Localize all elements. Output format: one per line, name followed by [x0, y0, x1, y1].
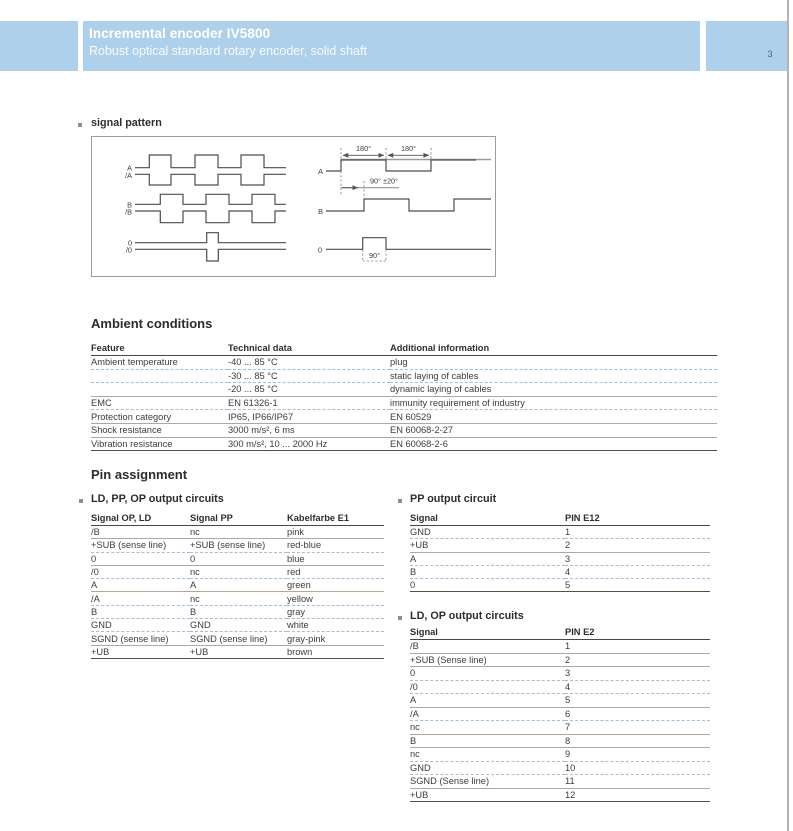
table-row — [410, 734, 710, 748]
label-zero-right: 0 — [317, 245, 322, 255]
label-zero-inv: /0 — [125, 245, 132, 255]
table-cell: +UB — [410, 788, 565, 802]
label-a: A — [127, 163, 132, 173]
table-cell: plug — [390, 356, 717, 370]
table-cell: GND — [190, 619, 287, 632]
table-cell: Ambient temperature — [91, 356, 228, 370]
square-bullet-icon — [398, 499, 402, 503]
table-cell: 12 — [565, 788, 710, 802]
column-header-technical-data: Technical data — [228, 341, 390, 356]
table-cell: 3 — [565, 667, 710, 681]
signal-pattern-heading: signal pattern — [91, 117, 162, 129]
header-band-page — [706, 21, 788, 71]
table-cell: GND — [91, 619, 190, 632]
table-row — [410, 552, 710, 565]
table-cell: 2 — [565, 539, 710, 552]
table-row — [91, 423, 717, 437]
table-cell: gray-pink — [287, 632, 384, 645]
table-cell: 3000 m/s², 6 ms — [228, 423, 390, 437]
square-bullet-icon — [78, 123, 82, 127]
waveform-zero-phase — [326, 238, 491, 250]
table-row — [410, 775, 710, 789]
table-cell: Vibration resistance — [91, 437, 228, 451]
table-cell: GND — [410, 761, 565, 775]
table-cell: red-blue — [287, 539, 384, 552]
table-cell: A — [410, 552, 565, 565]
table-header-row — [91, 341, 717, 356]
table-cell: EN 60068-2-6 — [390, 437, 717, 451]
column-header-signal: Signal — [410, 624, 565, 640]
table-cell: SGND (sense line) — [190, 632, 287, 645]
table-cell: static laying of cables — [390, 369, 717, 383]
table-cell: nc — [190, 526, 287, 539]
table-row — [91, 539, 384, 552]
table-cell: IP65, IP66/IP67 — [228, 410, 390, 424]
table-cell: Shock resistance — [91, 423, 228, 437]
table-cell: B — [91, 605, 190, 618]
table-cell: Protection category — [91, 410, 228, 424]
table-cell: +SUB (sense line) — [91, 539, 190, 552]
label-a-right: A — [318, 167, 323, 176]
label-phase: 90° ±20° — [369, 176, 399, 186]
label-zero: 0 — [127, 238, 132, 248]
table-cell: 0 — [91, 552, 190, 565]
label-b-right: B — [318, 207, 323, 216]
label-180-2: 180° — [400, 144, 417, 153]
table-cell: SGND (Sense line) — [410, 775, 565, 789]
table-header-row — [410, 624, 710, 640]
table-cell: red — [287, 565, 384, 578]
table-row — [91, 565, 384, 578]
table-cell: 8 — [565, 734, 710, 748]
ambient-conditions-heading: Ambient conditions — [91, 316, 213, 331]
ld-op-heading: LD, OP output circuits — [410, 610, 524, 622]
table-cell: /A — [410, 707, 565, 721]
table-cell: 11 — [565, 775, 710, 789]
table-cell: A — [190, 579, 287, 592]
table-cell: SGND (sense line) — [91, 632, 190, 645]
label-b: B — [127, 200, 132, 210]
table-cell — [91, 383, 228, 397]
table-cell: immunity requirement of industry — [390, 396, 717, 410]
table-header-row — [410, 507, 710, 526]
table-row — [91, 579, 384, 592]
ld-pp-op-table — [91, 507, 384, 659]
table-cell: 0 — [410, 579, 565, 592]
waveform-zero-inv — [135, 249, 286, 261]
waveform-b-inv — [135, 211, 286, 223]
square-bullet-icon — [398, 616, 402, 620]
column-header-feature: Feature — [91, 341, 228, 356]
waveform-b-phase — [326, 199, 491, 211]
table-cell: 10 — [565, 761, 710, 775]
table-row — [91, 410, 717, 424]
table-cell: dynamic laying of cables — [390, 383, 717, 397]
table-cell: 1 — [565, 526, 710, 539]
label-180-1: 180° — [355, 144, 372, 153]
waveform-b — [135, 194, 286, 204]
table-cell: +SUB (Sense line) — [410, 653, 565, 667]
table-cell: /B — [410, 640, 565, 654]
table-row — [410, 707, 710, 721]
waveform-a-inv — [135, 174, 286, 185]
table-row — [410, 539, 710, 552]
table-row — [410, 579, 710, 592]
table-cell: -20 ... 85 °C — [228, 383, 390, 397]
label-b-inv: /B — [125, 207, 132, 217]
ld-op-table — [410, 624, 710, 802]
table-row — [91, 605, 384, 618]
table-cell: -30 ... 85 °C — [228, 369, 390, 383]
table-row — [410, 748, 710, 762]
table-cell: 0 — [190, 552, 287, 565]
column-header-pin-e12: PIN E12 — [565, 507, 710, 526]
table-row — [91, 526, 384, 539]
label-90: 90° — [368, 251, 381, 260]
column-header-signal-pp: Signal PP — [190, 507, 287, 526]
waveform-a — [135, 155, 286, 168]
page-edge-line — [787, 0, 789, 831]
table-cell: 3 — [565, 552, 710, 565]
table-row — [410, 565, 710, 578]
table-row — [91, 356, 717, 370]
pin-assignment-heading: Pin assignment — [91, 467, 188, 482]
table-cell: 7 — [565, 721, 710, 735]
table-header-row — [91, 507, 384, 526]
table-cell: yellow — [287, 592, 384, 605]
table-cell: EN 60068-2-27 — [390, 423, 717, 437]
column-header-additional-info: Additional information — [390, 341, 717, 356]
table-cell: nc — [190, 592, 287, 605]
table-row — [410, 694, 710, 708]
table-cell: nc — [410, 721, 565, 735]
table-row — [91, 552, 384, 565]
table-row — [410, 788, 710, 802]
table-row — [91, 396, 717, 410]
table-cell: A — [410, 694, 565, 708]
waveform-zero — [135, 233, 286, 243]
table-cell: /B — [91, 526, 190, 539]
pp-output-table — [410, 507, 710, 592]
table-row — [91, 369, 717, 383]
signal-pattern-box — [91, 136, 496, 277]
table-cell: +UB — [91, 645, 190, 658]
table-cell: EMC — [91, 396, 228, 410]
page-number: 3 — [767, 49, 773, 60]
table-cell: EN 61326-1 — [228, 396, 390, 410]
table-cell: A — [91, 579, 190, 592]
table-row — [410, 667, 710, 681]
column-header-pin-e2: PIN E2 — [565, 624, 710, 640]
table-row — [91, 645, 384, 658]
table-cell: 5 — [565, 694, 710, 708]
table-cell: /0 — [91, 565, 190, 578]
table-row — [410, 761, 710, 775]
table-cell: /A — [91, 592, 190, 605]
table-cell: brown — [287, 645, 384, 658]
header-band-left — [0, 21, 78, 71]
pp-output-heading: PP output circuit — [410, 493, 497, 505]
table-cell: +UB — [410, 539, 565, 552]
table-cell: GND — [410, 526, 565, 539]
table-row — [410, 640, 710, 654]
table-cell: EN 60529 — [390, 410, 717, 424]
table-cell: 6 — [565, 707, 710, 721]
table-cell: 5 — [565, 579, 710, 592]
table-row — [91, 437, 717, 451]
table-cell: green — [287, 579, 384, 592]
table-cell: white — [287, 619, 384, 632]
table-cell: pink — [287, 526, 384, 539]
table-cell: 4 — [565, 565, 710, 578]
table-row — [91, 592, 384, 605]
ld-pp-op-heading: LD, PP, OP output circuits — [91, 493, 224, 505]
waveform-a-phase — [326, 160, 476, 171]
page-subtitle: Robust optical standard rotary encoder, solid shaft — [89, 44, 367, 58]
table-cell: 2 — [565, 653, 710, 667]
table-cell: B — [190, 605, 287, 618]
table-cell: nc — [410, 748, 565, 762]
column-header-signal: Signal — [410, 507, 565, 526]
table-row — [410, 526, 710, 539]
table-cell: B — [410, 734, 565, 748]
table-row — [410, 680, 710, 694]
table-cell: 300 m/s², 10 ... 2000 Hz — [228, 437, 390, 451]
table-row — [91, 383, 717, 397]
square-bullet-icon — [79, 499, 83, 503]
table-cell: 9 — [565, 748, 710, 762]
table-cell: -40 ... 85 °C — [228, 356, 390, 370]
column-header-signal-op-ld: Signal OP, LD — [91, 507, 190, 526]
table-cell: 4 — [565, 680, 710, 694]
table-cell: blue — [287, 552, 384, 565]
signal-waveform-svg — [92, 137, 495, 276]
table-cell: 0 — [410, 667, 565, 681]
column-header-kabelfarbe: Kabelfarbe E1 — [287, 507, 384, 526]
table-cell: 1 — [565, 640, 710, 654]
table-row — [91, 619, 384, 632]
table-row — [91, 632, 384, 645]
table-cell: /0 — [410, 680, 565, 694]
table-cell — [91, 369, 228, 383]
table-cell: B — [410, 565, 565, 578]
page-title: Incremental encoder IV5800 — [89, 26, 271, 41]
table-cell: +UB — [190, 645, 287, 658]
table-cell: +SUB (sense line) — [190, 539, 287, 552]
table-cell: nc — [190, 565, 287, 578]
table-row — [410, 721, 710, 735]
table-cell: gray — [287, 605, 384, 618]
ambient-conditions-table — [91, 341, 717, 451]
table-row — [410, 653, 710, 667]
label-a-inv: /A — [125, 170, 132, 180]
